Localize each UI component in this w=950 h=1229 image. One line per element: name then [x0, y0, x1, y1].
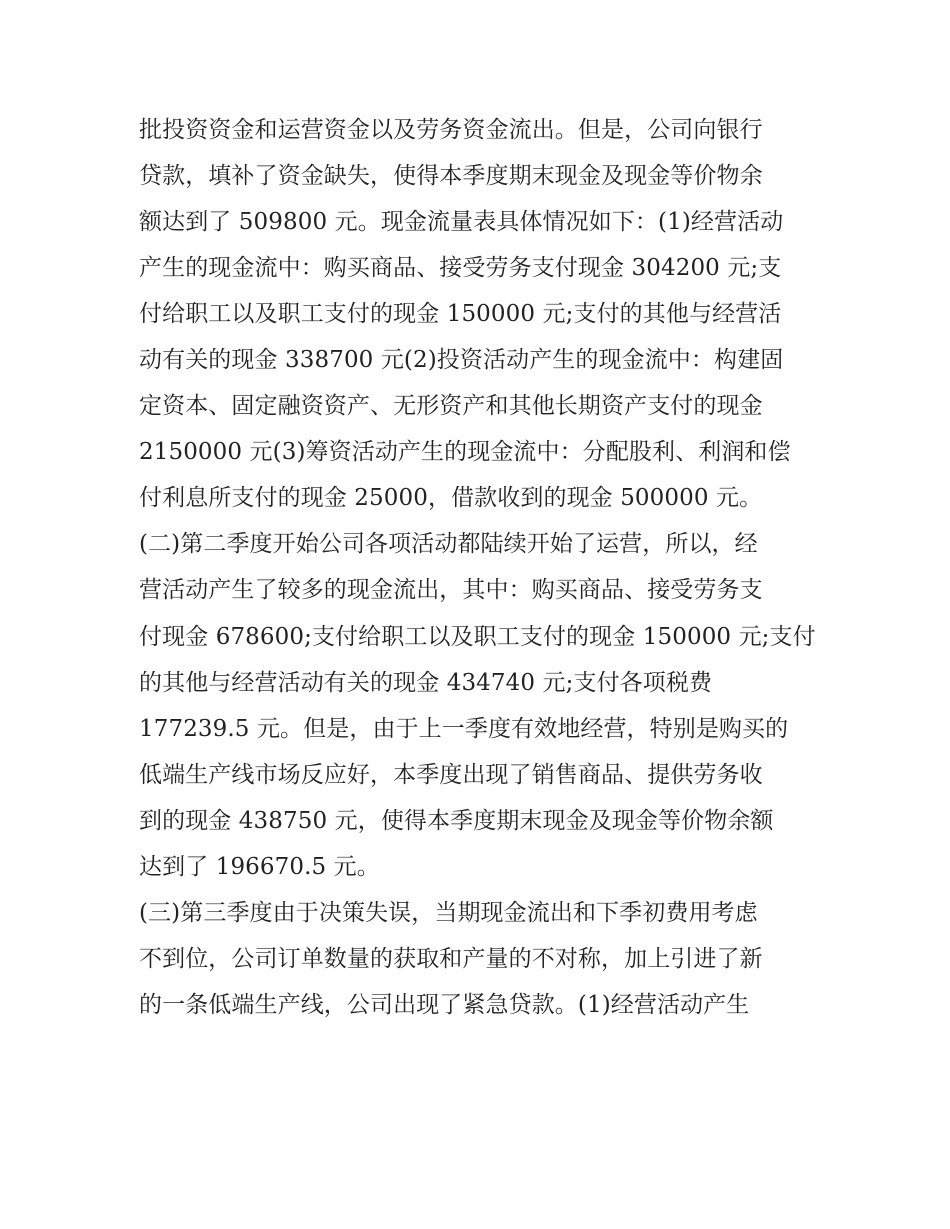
- text-line: 产生的现金流中：购买商品、接受劳务支付现金 304200 元;支: [139, 255, 782, 282]
- text-line: 付现金 678600;支付给职工以及职工支付的现金 150000 元;支付: [139, 623, 816, 650]
- text-line: 不到位，公司订单数量的获取和产量的不对称，加上引进了新: [139, 945, 763, 972]
- text-line: 的一条低端生产线，公司出现了紧急贷款。(1)经营活动产生: [139, 991, 750, 1018]
- text-line: 2150000 元(3)筹资活动产生的现金流中：分配股利、利润和偿: [139, 439, 791, 466]
- text-line: 批投资资金和运营资金以及劳务资金流出。但是，公司向银行: [139, 117, 763, 143]
- text-line: 付给职工以及职工支付的现金 150000 元;支付的其他与经营活: [139, 301, 782, 328]
- text-line: 动有关的现金 338700 元(2)投资活动产生的现金流中：构建固: [139, 347, 784, 374]
- text-line: 额达到了 509800 元。现金流量表具体情况如下：(1)经营活动: [139, 209, 784, 236]
- text-line: 营活动产生了较多的现金流出，其中：购买商品、接受劳务支: [139, 577, 763, 604]
- text-line: (三)第三季度由于决策失误，当期现金流出和下季初费用考虑: [139, 899, 758, 926]
- text-line: 付利息所支付的现金 25000，借款收到的现金 500000 元。: [139, 485, 763, 512]
- text-line: (二)第二季度开始公司各项活动都陆续开始了运营，所以，经: [139, 531, 758, 558]
- text-line: 低端生产线市场反应好，本季度出现了销售商品、提供劳务收: [139, 761, 763, 788]
- text-line: 贷款，填补了资金缺失，使得本季度期末现金及现金等价物余: [139, 163, 763, 190]
- text-line: 到的现金 438750 元，使得本季度期末现金及现金等价物余额: [139, 807, 774, 834]
- text-line: 177239.5 元。但是，由于上一季度有效地经营，特别是购买的: [139, 715, 789, 742]
- text-line: 达到了 196670.5 元。: [139, 853, 380, 880]
- text-line: 定资本、固定融资资产、无形资产和其他长期资产支付的现金: [139, 393, 763, 420]
- text-line: 的其他与经营活动有关的现金 434740 元;支付各项税费: [139, 669, 713, 696]
- body-text: [139, 107, 819, 1028]
